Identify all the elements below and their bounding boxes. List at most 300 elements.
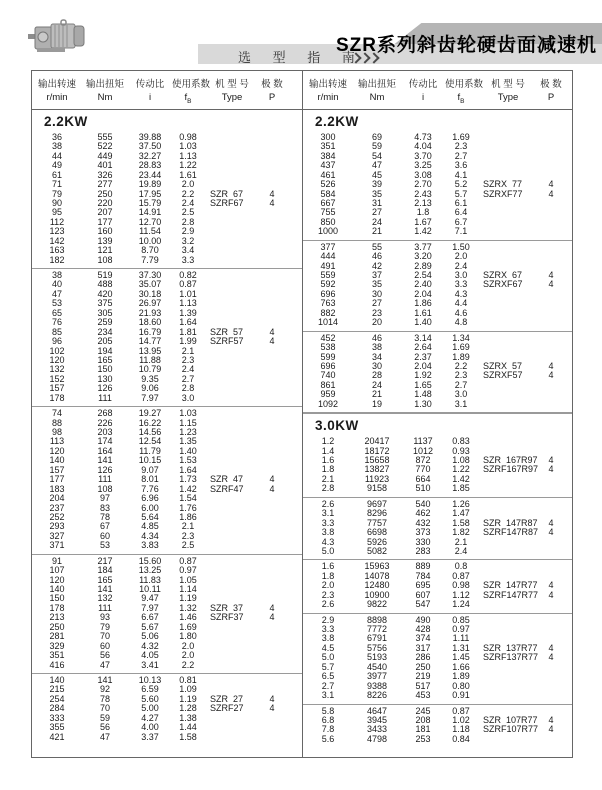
poles-value: 4 [548,270,554,281]
cell-fb: 2.4 [181,364,195,375]
table-row [303,208,572,217]
model-type [477,290,539,300]
model-type [204,447,260,457]
table-row [32,685,302,694]
table-row [32,394,302,403]
cell-ratio: 462 [415,508,431,519]
model-type [477,538,539,548]
cell-torque: 46 [371,251,382,262]
poles-value [260,309,284,319]
column-unit: i [421,92,425,103]
poles-value: 4 [548,527,554,538]
cell-fb: 1.23 [179,427,197,438]
cell-fb: 1.38 [179,712,197,723]
cell-torque: 4798 [366,733,388,744]
power-heading: 2.2KW [44,113,88,129]
cell-fb: 0.80 [452,680,470,691]
column-header-zh-row [303,76,572,90]
cell-speed: 91 [51,555,62,566]
model-type [204,494,260,504]
cell-torque: 56 [99,722,110,733]
column-unit: Nm [97,92,113,103]
cell-ratio: 5.64 [141,511,159,522]
table-row [32,475,302,484]
cell-torque: 12480 [364,580,390,591]
model-type [477,500,539,510]
cell-fb: 1.39 [179,307,197,318]
cell-ratio: 4.73 [414,131,432,142]
cell-speed: 132 [49,364,65,375]
table-row [32,585,302,594]
cell-ratio: 4.04 [414,141,432,152]
cell-ratio: 3.14 [414,332,432,343]
cell-torque: 7757 [366,517,388,528]
cell-ratio: 3.70 [414,150,432,161]
cell-speed: 40 [51,279,62,290]
cell-speed: 1.8 [321,464,335,475]
model-block [303,559,572,612]
cell-speed: 327 [49,530,65,541]
table-row [32,409,302,418]
cell-ratio: 17.95 [138,188,162,199]
cell-fb: 3.4 [181,245,195,256]
cell-fb: 1.19 [179,593,197,604]
cell-ratio: 8.70 [141,245,159,256]
model-type [204,152,260,162]
cell-speed: 667 [320,197,336,208]
model-type [204,309,260,319]
cell-speed: 1092 [317,398,339,409]
model-type [204,256,260,266]
cell-torque: 21 [371,389,382,400]
cell-fb: 1.42 [179,483,197,494]
cell-torque: 31 [371,197,382,208]
model-type: SZR 147R77 [483,580,538,591]
cell-ratio: 9.35 [141,373,159,384]
table-row [303,180,572,189]
cell-ratio: 1.61 [414,307,432,318]
table-row [32,723,302,732]
model-type [477,484,539,494]
poles-value [539,243,563,253]
cell-speed: 2.9 [321,614,335,625]
cell-fb: 0.91 [452,690,470,701]
cell-torque: 194 [97,345,113,356]
cell-fb: 2.2 [181,188,195,199]
table-row [32,651,302,660]
model-type [477,318,539,328]
poles-value [260,246,284,256]
cell-fb: 2.8 [181,216,195,227]
cell-fb: 1.05 [179,574,197,585]
column-header [32,71,302,110]
cell-ratio: 2.70 [414,179,432,190]
cell-torque: 69 [371,131,382,142]
table-row [32,218,302,227]
model-type: SZR 137R77 [483,642,538,653]
poles-value [539,682,563,692]
cell-speed: 7.8 [321,724,335,735]
table-row [303,682,572,691]
column-unit: P [268,92,276,103]
cell-speed: 85 [51,326,62,337]
poles-value: 4 [269,326,275,337]
model-block [32,673,302,745]
cell-torque: 3433 [366,724,388,735]
table-row [303,227,572,236]
poles-value [260,409,284,419]
table-row [32,356,302,365]
cell-fb: 3.0 [454,270,468,281]
cell-speed: 491 [320,260,336,271]
cell-speed: 120 [49,445,65,456]
model-type: SZR 47 [210,474,244,485]
cell-speed: 113 [49,436,65,447]
cell-torque: 78 [99,693,110,704]
poles-value [539,562,563,572]
cell-speed: 740 [320,370,336,381]
cell-torque: 35 [371,188,382,199]
cell-ratio: 14.56 [138,427,162,438]
cell-torque: 83 [99,502,110,513]
cell-ratio: 872 [415,455,431,466]
cell-fb: 2.3 [181,530,195,541]
model-type [204,676,260,686]
cell-fb: 2.1 [181,521,195,532]
column-unit: Nm [369,92,385,103]
model-type [477,309,539,319]
cell-speed: 182 [49,254,65,265]
cell-ratio: 317 [415,642,431,653]
column-label: 输出转速 [308,79,347,90]
cell-speed: 300 [320,131,336,142]
cell-fb: 1.19 [179,693,197,704]
model-type [204,133,260,143]
model-type [204,723,260,733]
cell-torque: 15963 [364,561,390,572]
poles-value [260,623,284,633]
table-row [303,218,572,227]
cell-fb: 1.26 [452,498,470,509]
cell-fb: 1.53 [179,455,197,466]
cell-torque: 139 [97,235,113,246]
page-title: SZR系列斜齿轮硬齿面减速机 [335,35,597,56]
cell-ratio: 5.60 [141,693,159,704]
cell-fb: 1.64 [179,464,197,475]
cell-torque: 5756 [366,642,388,653]
cell-speed: 150 [49,593,65,604]
cell-ratio: 374 [415,633,431,644]
model-type [204,437,260,447]
model-type [477,691,539,701]
model-type [204,375,260,385]
poles-value [539,691,563,701]
cell-ratio: 30.18 [138,288,162,299]
poles-value [539,199,563,209]
poles-value: 4 [269,612,275,623]
cell-torque: 5926 [366,536,388,547]
table-row [32,485,302,494]
table-row [32,676,302,685]
cell-torque: 111 [98,392,112,403]
cell-fb: 1.76 [179,502,197,513]
cell-torque: 93 [99,612,110,623]
cell-ratio: 3.37 [141,731,159,742]
cell-ratio: 283 [415,545,431,556]
cell-torque: 34 [371,351,382,362]
table-row [32,180,302,189]
poles-value [260,585,284,595]
table-row [32,522,302,531]
column-unit: i [148,92,152,103]
table-row [32,365,302,374]
cell-speed: 2.3 [321,589,335,600]
cell-ratio: 11.54 [139,226,161,237]
cell-torque: 47 [371,160,382,171]
cell-ratio: 2.04 [414,360,432,371]
model-type [477,243,539,253]
model-block [32,554,302,673]
column-label: 传动比 [135,79,165,90]
table-row [303,280,572,289]
cell-fb: 2.4 [454,545,468,556]
cell-torque: 23 [371,307,382,318]
poles-value [260,142,284,152]
poles-value [260,356,284,366]
cell-speed: 6.5 [321,671,335,682]
model-type [477,218,539,228]
cell-speed: 250 [49,621,65,632]
cell-fb: 1.03 [179,141,197,152]
model-type [204,365,260,375]
model-type [204,714,260,724]
cell-fb: 5.2 [454,179,468,190]
cell-torque: 250 [97,188,113,199]
cell-speed: 98 [51,427,62,438]
cell-torque: 6791 [366,633,388,644]
cell-torque: 150 [97,364,113,375]
cell-speed: 329 [49,640,65,651]
cell-fb: 1.12 [452,589,470,600]
model-type [477,400,539,410]
poles-value [260,504,284,514]
cell-speed: 559 [320,270,336,281]
cell-fb: 3.0 [181,392,195,403]
column-label: 输出转速 [37,79,76,90]
cell-torque: 4540 [366,661,388,672]
column-header-unit-row [303,90,572,105]
cell-torque: 20 [371,317,382,328]
poles-value [260,152,284,162]
column-label: 极 数 [261,79,283,90]
poles-value [260,494,284,504]
cell-ratio: 6.67 [141,612,159,623]
table-row [32,375,302,384]
cell-speed: 333 [49,712,65,723]
cell-ratio: 28.83 [138,160,162,171]
table-row [303,362,572,371]
model-type [204,623,260,633]
table-row [32,704,302,713]
cell-speed: 5.7 [321,661,335,672]
cell-ratio: 1137 [413,436,433,447]
cell-fb: 1.66 [452,661,470,672]
cell-ratio: 2.43 [414,188,432,199]
poles-value [260,171,284,181]
model-type [477,381,539,391]
model-type [204,541,260,551]
cell-speed: 38 [51,270,62,281]
model-type [204,733,260,743]
cell-speed: 882 [320,307,336,318]
cell-torque: 59 [99,712,110,723]
model-type [204,384,260,394]
cell-ratio: 14.77 [138,336,162,347]
cell-ratio: 39.88 [138,131,162,142]
column-label: 传动比 [408,79,438,90]
table-row [32,299,302,308]
model-type: SZRX 57 [483,360,523,371]
cell-ratio: 6.59 [141,684,159,695]
cell-torque: 519 [97,270,113,281]
cell-torque: 522 [97,141,113,152]
model-type: SZR 67 [210,188,244,199]
cell-torque: 18172 [364,445,390,456]
poles-value: 4 [269,197,275,208]
poles-value [539,161,563,171]
power-section [32,110,302,745]
poles-value: 4 [269,483,275,494]
table-row [32,661,302,670]
cell-fb: 1.13 [179,298,197,309]
cell-speed: 49 [51,160,62,171]
model-block [303,240,572,331]
poles-value: 4 [548,714,554,725]
cell-fb: 1.28 [179,703,197,714]
table-row [32,714,302,723]
model-type: SZRF57 [210,336,244,347]
cell-torque: 45 [371,169,382,180]
cell-fb: 0.87 [452,570,470,581]
poles-value [260,280,284,290]
table-row [303,691,572,700]
cell-torque: 92 [99,684,110,695]
table-row [303,528,572,537]
poles-value [539,390,563,400]
poles-value: 4 [269,602,275,613]
cell-ratio: 510 [415,483,431,494]
cell-ratio: 23.44 [138,169,162,180]
model-type [204,142,260,152]
model-type: SZR 27 [210,693,244,704]
poles-value [539,334,563,344]
cell-fb: 0.87 [179,279,197,290]
poles-value [260,208,284,218]
cell-torque: 141 [97,584,113,595]
cell-fb: 1.14 [179,584,197,595]
model-type [204,227,260,237]
cell-fb: 1.54 [179,493,197,504]
table-row [32,133,302,142]
column-label: 使用系数 [172,79,211,90]
cell-speed: 351 [49,650,65,661]
table-row [303,318,572,327]
poles-value [260,419,284,429]
table-row [32,190,302,199]
table-row [303,290,572,299]
cell-torque: 126 [97,464,113,475]
cell-speed: 6.8 [321,714,335,725]
cell-torque: 555 [97,131,113,142]
poles-value [260,714,284,724]
table-row [32,208,302,217]
cell-ratio: 5.67 [141,621,159,632]
cell-ratio: 490 [415,614,431,625]
model-type [204,218,260,228]
cell-torque: 55 [371,241,382,252]
cell-ratio: 15.60 [138,555,162,566]
model-type [477,252,539,262]
cell-ratio: 11.88 [139,354,161,365]
cell-torque: 111 [98,602,112,613]
cell-ratio: 3.25 [414,160,432,171]
table-row [303,625,572,634]
poles-value [260,632,284,642]
table-row [303,437,572,446]
cell-ratio: 10.11 [139,584,161,595]
cell-torque: 111 [98,474,112,485]
cell-fb: 2.4 [181,197,195,208]
cell-fb: 1.58 [452,517,470,528]
table-row [303,133,572,142]
poles-value [260,299,284,309]
poles-value [539,208,563,218]
cell-torque: 8226 [366,690,388,701]
model-type: SZRXF77 [483,188,523,199]
column-unit: Type [497,92,519,103]
cell-ratio: 3.77 [414,241,432,252]
poles-value [260,733,284,743]
model-type [204,161,260,171]
cell-torque: 24 [371,379,382,390]
cell-fb: 1.46 [179,612,197,623]
table-row [303,547,572,556]
table-row [303,500,572,509]
table-row [32,428,302,437]
cell-speed: 3.8 [321,633,335,644]
poles-value: 4 [269,336,275,347]
table-row [32,309,302,318]
cell-ratio: 2.54 [414,270,432,281]
cell-ratio: 15.79 [138,197,162,208]
cell-speed: 763 [320,298,336,309]
poles-value [260,642,284,652]
cell-ratio: 517 [415,680,431,691]
model-block [303,131,572,240]
poles-value: 4 [548,517,554,528]
model-type [477,161,539,171]
column-header [303,71,572,110]
cell-fb: 2.3 [454,370,468,381]
poles-value [260,237,284,247]
cell-fb: 1.45 [452,652,470,663]
cell-torque: 375 [97,298,113,309]
cell-speed: 526 [320,179,336,190]
gear-motor-illustration [28,12,92,58]
cell-torque: 203 [97,427,113,438]
cell-ratio: 14.91 [138,207,162,218]
cell-torque: 268 [97,408,113,419]
